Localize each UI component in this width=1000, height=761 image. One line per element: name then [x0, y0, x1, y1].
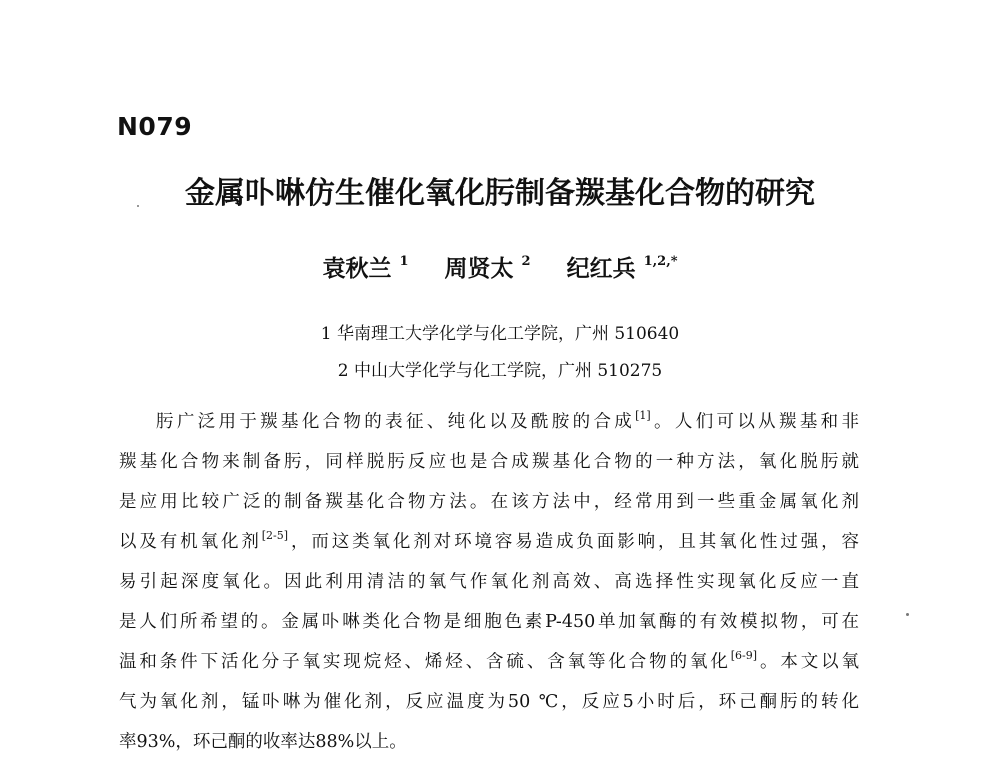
- citation: [6-9]: [730, 649, 758, 662]
- scan-speck: [137, 205, 139, 207]
- author-affiliation-mark: 2: [521, 254, 531, 270]
- body-line: 羰基化合物来制备肟，同样脱肟反应也是合成羰基化合物的一种方法，氧化脱肟就: [119, 452, 859, 472]
- author-affiliation-mark: 1: [399, 254, 409, 270]
- affiliation-2: 2 中山大学化学与化工学院，广州 510275: [337, 361, 663, 381]
- author: [567, 256, 678, 282]
- body-line: 以及有机氧化剂[2-5]，而这类氧化剂对环境容易造成负面影响，且其氧化性过强，容: [119, 529, 860, 552]
- body-line: 肟广泛用于羰基化合物的表征、纯化以及酰胺的合成[1]。人们可以从羰基和非: [156, 409, 860, 432]
- body-line: 率93%，环己酮的收率达88%以上。: [119, 732, 407, 752]
- affiliation-1: 1 华南理工大学化学与化工学院，广州 510640: [320, 324, 680, 344]
- paper-code: N079: [117, 112, 193, 141]
- author: [445, 256, 531, 282]
- citation: [1]: [635, 409, 651, 422]
- body-line: 易引起深度氧化。因此利用清洁的氧气作氧化剂高效、高选择性实现氧化反应一直: [119, 572, 859, 592]
- citation: [2-5]: [261, 529, 289, 542]
- body-line: 温和条件下活化分子氧实现烷烃、烯烃、含硫、含氧等化合物的氧化[6-9]。本文以氧: [119, 649, 860, 672]
- author: [322, 256, 408, 282]
- author-name: 袁秋兰: [322, 256, 392, 282]
- author-list: [0, 250, 1000, 283]
- author-affiliation-mark: 1,2,*: [643, 254, 678, 270]
- scan-speck: [906, 613, 909, 616]
- author-name: 纪红兵: [566, 256, 636, 282]
- body-line: 是应用比较广泛的制备羰基化合物方法。在该方法中，经常用到一些重金属氧化剂: [119, 492, 859, 512]
- paper-title: 金属卟啉仿生催化氧化肟制备羰基化合物的研究: [185, 176, 815, 211]
- body-line: 气为氧化剂，锰卟啉为催化剂，反应温度为50 ℃，反应5小时后，环己酮肟的转化: [119, 692, 859, 712]
- body-line: 是人们所希望的。金属卟啉类化合物是细胞色素P-450单加氧酶的有效模拟物，可在: [119, 612, 859, 632]
- author-name: 周贤太: [444, 256, 514, 282]
